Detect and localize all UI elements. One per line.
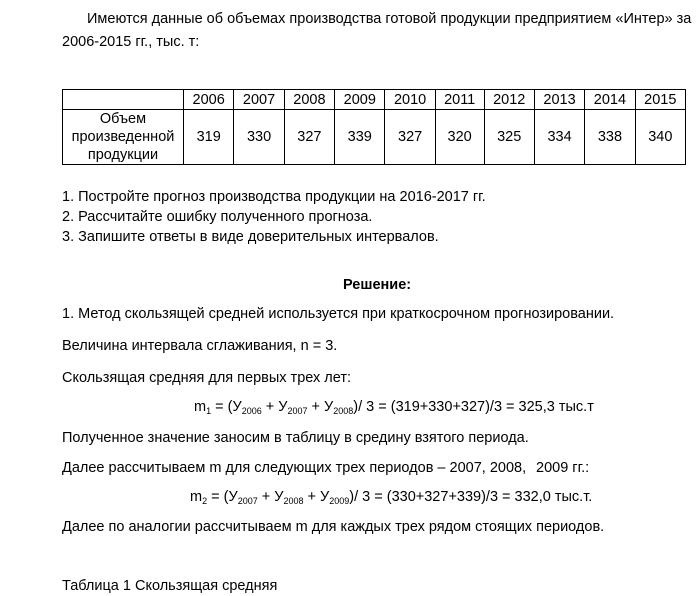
formula-sub: 2008	[283, 496, 304, 506]
formula-text: )/ 3 = (330+327+339)/3 = 332,0 тыс.т.	[349, 489, 593, 505]
year-cell: 2009	[335, 90, 385, 110]
value-cell: 338	[585, 110, 635, 165]
formula-text: + У	[303, 489, 330, 505]
value-cell: 330	[234, 110, 284, 165]
paragraph-analogy: Далее по аналогии рассчитываем m для каждых трех рядом стоящих периодов.	[62, 519, 605, 535]
year-cell: 2007	[234, 90, 284, 110]
formula-m2	[190, 488, 592, 506]
task-2: 2. Рассчитайте ошибку полученного прогноза.	[62, 209, 373, 225]
table-caption: Таблица 1 Скользящая средняя	[62, 578, 278, 594]
intro-line-1: Имеются данные об объемах производства готовой продукции предприятием «Интер» за	[87, 11, 692, 27]
value-cell: 340	[635, 110, 685, 165]
paragraph-next-periods-end: 2009 гг.:	[536, 460, 590, 476]
paragraph-next-periods: Далее рассчитываем m для следующих трех периодов – 2007, 2008,	[62, 460, 527, 476]
formula-sub: 2006	[241, 406, 262, 416]
formula-sub: 2007	[287, 406, 308, 416]
value-cell: 319	[184, 110, 234, 165]
value-cell: 339	[335, 110, 385, 165]
paragraph-interval: Величина интервала сглаживания, n = 3.	[62, 338, 338, 354]
formula-sub: 2	[202, 496, 208, 506]
formula-sub: 2008	[333, 406, 354, 416]
value-cell: 325	[484, 110, 534, 165]
year-cell: 2011	[435, 90, 484, 110]
solution-heading	[343, 276, 411, 294]
year-cell: 2015	[635, 90, 685, 110]
value-cell: 320	[435, 110, 484, 165]
formula-text: = (У	[207, 489, 238, 505]
task-3: 3. Запишите ответы в виде доверительных интервалов.	[62, 229, 439, 245]
year-cell: 2012	[484, 90, 534, 110]
year-cell: 2008	[284, 90, 334, 110]
year-cell: 2013	[534, 90, 584, 110]
table-corner-cell	[63, 90, 184, 110]
formula-m1	[194, 398, 594, 416]
value-cell: 334	[534, 110, 584, 165]
formula-m: m	[194, 399, 207, 415]
year-cell: 2006	[184, 90, 234, 110]
table-row	[63, 110, 686, 165]
solution-heading-text: Решение:	[343, 277, 412, 293]
formula-sub: 2007	[237, 496, 258, 506]
formula-text: + У	[307, 399, 334, 415]
paragraph-midpoint: Полученное значение заносим в таблицу в средину взятого периода.	[62, 430, 529, 446]
value-cell: 327	[385, 110, 435, 165]
intro-line-2: 2006-2015 гг., тыс. т:	[62, 34, 200, 50]
table-header-row	[63, 90, 686, 110]
formula-text: = (У	[211, 399, 242, 415]
year-cell: 2014	[585, 90, 635, 110]
paragraph-first-three: Скользящая средняя для первых трех лет:	[62, 370, 352, 386]
production-table	[62, 89, 686, 165]
formula-m: m	[190, 489, 203, 505]
formula-text: + У	[261, 399, 288, 415]
task-1: 1. Постройте прогноз производства продукции на 2016-2017 гг.	[62, 189, 486, 205]
formula-sub: 1	[206, 406, 212, 416]
value-cell: 327	[284, 110, 334, 165]
formula-sub: 2009	[329, 496, 350, 506]
formula-text: )/ 3 = (319+330+327)/3 = 325,3 тыс.т	[353, 399, 594, 415]
paragraph-method: 1. Метод скользящей средней используется при краткосрочном прогнозировании.	[62, 306, 615, 322]
row-label: Объем произведенной продукции	[63, 110, 184, 165]
year-cell: 2010	[385, 90, 435, 110]
formula-text: + У	[257, 489, 284, 505]
